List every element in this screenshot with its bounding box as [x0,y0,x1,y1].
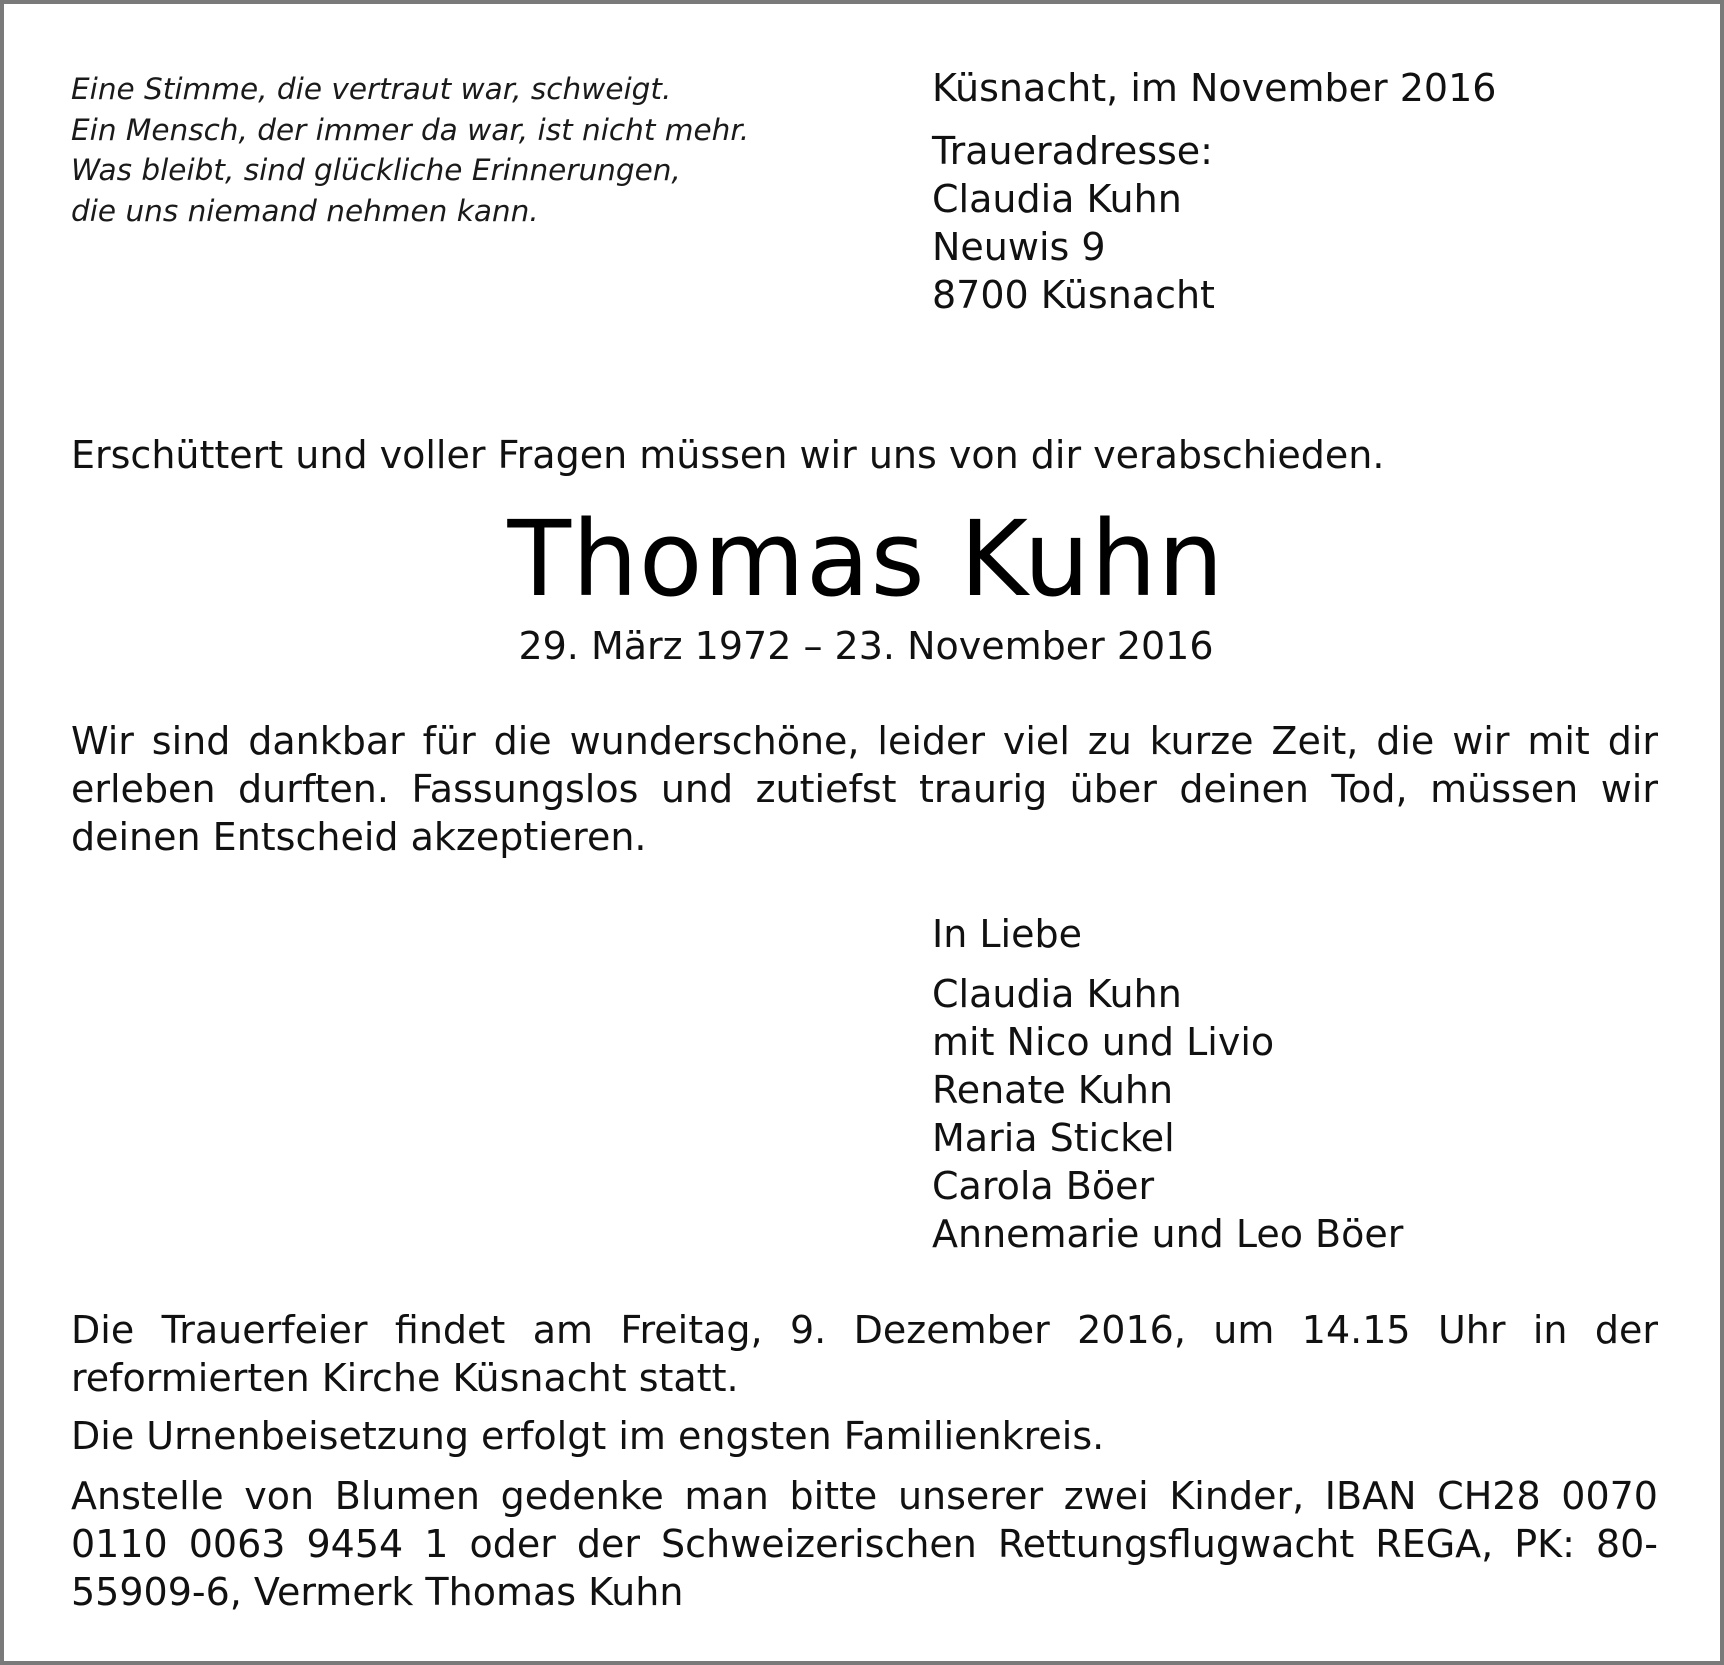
urn-paragraph: Die Urnenbeisetzung erfolgt im engsten Familienkreis. [71,1414,1105,1458]
deceased-name: Thomas Kuhn [507,498,1225,620]
signer-name: Carola Böer [932,1164,1155,1208]
poem-line: Eine Stimme, die vertraut war, schweigt. [71,72,672,106]
thanks-paragraph: Wir sind dankbar für die wunderschöne, leider viel zu kurze Zeit, die wir mit dir erleben durften. Fassungslos und zutiefst traurig über deinen Tod, müssen wir deinen Entscheid akzeptieren. [71,719,1658,859]
signer-name: mit Nico und Livio [932,1020,1275,1064]
signer-name: Claudia Kuhn [932,972,1182,1016]
poem-line: Ein Mensch, der immer da war, ist nicht mehr. [71,112,750,147]
address-line: Neuwis 9 [932,225,1106,269]
signature-label: In Liebe [932,912,1082,956]
address-line: 8700 Küsnacht [932,273,1215,317]
address-label: Traueradresse: [932,129,1213,173]
poem-line: die uns niemand nehmen kann. [71,193,539,228]
poem-line: Was bleibt, sind glückliche Erinnerungen, [71,153,681,187]
signer-name: Annemarie und Leo Böer [932,1212,1404,1256]
life-dates: 29. März 1972 – 23. November 2016 [518,624,1214,668]
memorial-poem [71,69,831,231]
address-line: Claudia Kuhn [932,177,1182,221]
intro-sentence: Erschüttert und voller Fragen müssen wir uns von dir verabschieden. [71,433,1385,477]
mourning-address [932,127,1672,319]
signer-name: Maria Stickel [932,1116,1175,1160]
signer-list [932,970,1672,1258]
signer-name: Renate Kuhn [932,1068,1174,1112]
donation-paragraph: Anstelle von Blumen gedenke man bitte unserer zwei Kinder, IBAN CH28 0070 0110 0063 9454 1 oder der Schweizerischen Rettungsflugwacht REGA, PK: 80-55909-6, Vermerk Thomas Kuhn [71,1474,1658,1614]
ceremony-paragraph: Die Trauerfeier findet am Freitag, 9. Dezember 2016, um 14.15 Uhr in der reformierten Kirche Küsnacht statt. [71,1308,1658,1400]
place-date: Küsnacht, im November 2016 [932,66,1497,110]
